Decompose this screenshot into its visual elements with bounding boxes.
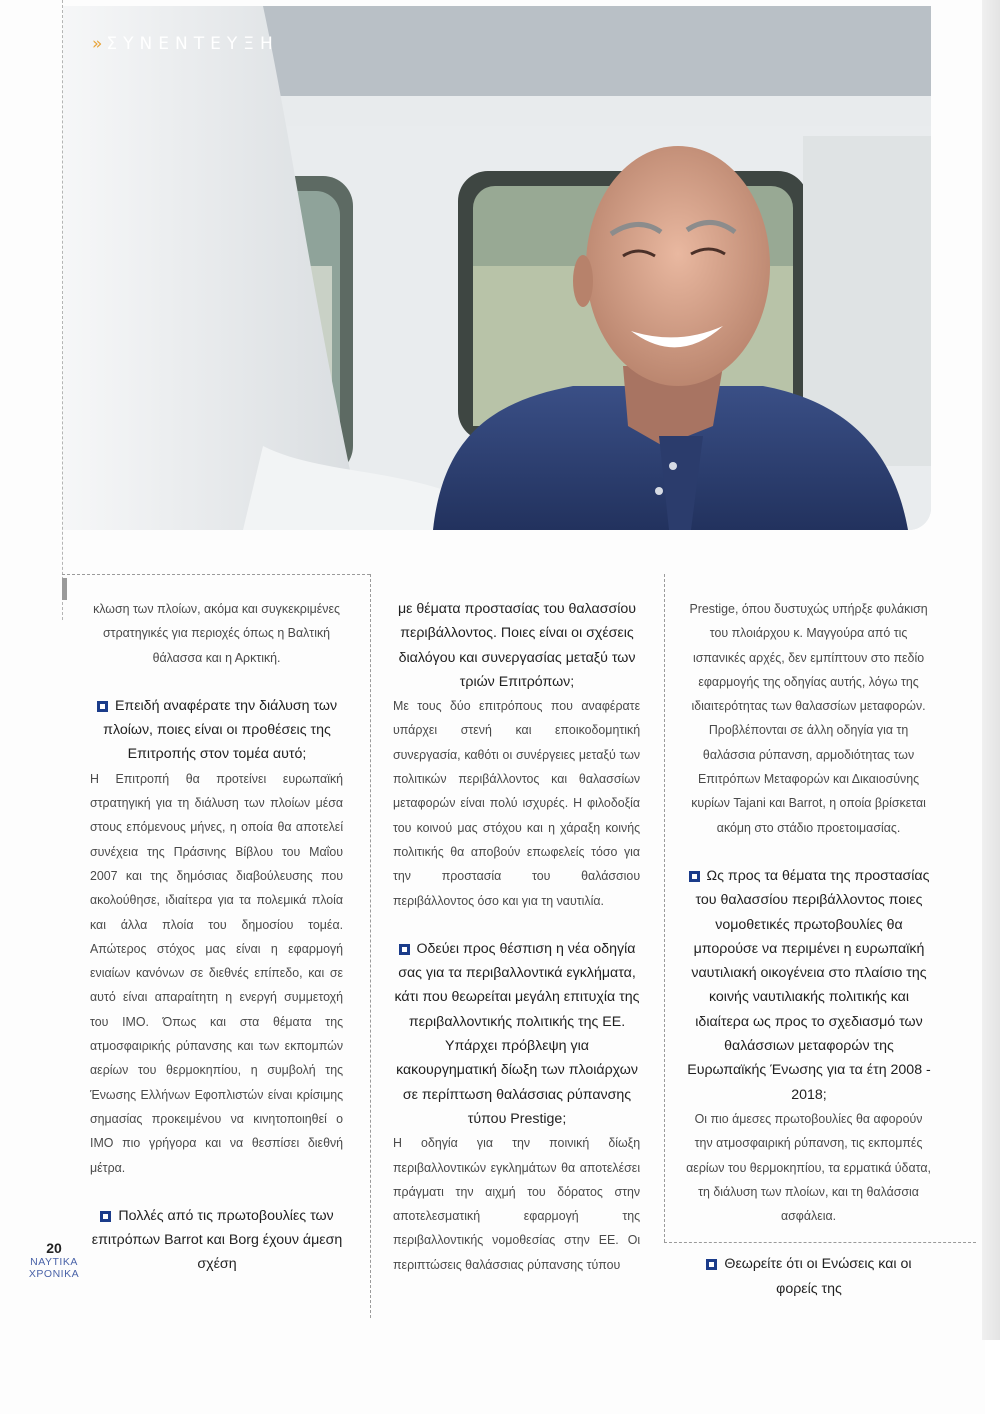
column-2 [393,597,641,1277]
frame-top-left [62,574,370,576]
question-marker-icon [706,1259,717,1270]
photo-icon [63,6,931,530]
answer-continued: Prestige, όπου δυστυχώς υπήρξε φυλάκιση του πλοιάρχου κ. Μαγγούρα από τις ισπανικές αρχές, δεν εμπίπτουν στο πεδίο εφαρμογής της οδηγίας αυτής, λόγω της ιδιαιτερότητας των θαλασσίων μεταφορών. Προβλέπονται σε άλλη οδηγία για τη θαλάσσια ρύπανση, αρμοδιότητας των Επιτρόπων Μεταφορών και Δικαιοσύνης κυρίων Tajani και Barrot, η οποία βρίσκεται ακόμη στο στάδιο προετοιμασίας. [689,601,928,835]
section-header [92,34,279,54]
answer: Η Επιτροπή θα προτείνει ευρωπαϊκή στρατηγική για τη διάλυση των πλοίων μέσα στους επόμενους μήνες, η οποία θα αποτελεί συνέχεια της Πράσινης Βίβλου του Μαΐου 2007 και της δημόσιας διαβούλευσης που ακολούθησε, ιδιαίτερα για τα πολεμικά πλοία και άλλα πλοία του δημοσίου τομέα. Απώτερος στόχος μας είναι η εφαρμογή ενιαίων κανόνων σε διεθνές επίπεδο, και σε αυτό είναι απαραίτητη η ενεργή συμμετοχή του ΙΜΟ. Όπως και στα θέματα της ατμοσφαιρικής ρύπανσης και των εκπομπών αερίων του θερμοκηπίου, η συμβολή της Ένωσης Ελλήνων Εφοπλιστών είναι κρίσιμης σημασίας προκειμένου να κινητοποιηθεί ο ΙΜΟ πιο γρήγορα και να θεσπίσει διεθνή μέτρα. [90,770,344,1175]
question-marker-icon [97,701,108,712]
page-footer [24,1240,84,1280]
question-marker-icon [100,1211,111,1222]
chevron-right-icon: » [92,34,103,54]
column-divider-2 [664,574,666,1242]
question: Οδεύει προς θέσπιση η νέα οδηγία σας για τα περιβαλλοντικά εγκλήματα, κάτι που θεωρείται μεγάλη επιτυχία της περιβαλλοντικής πολιτικής της ΕΕ. Υπάρχει πρόβλεψη για κακουργηματική δίωξη των πλοιάρχων σε περίπτωση θαλάσσιας ρύπανσης τύπου Prestige; [394,940,640,1127]
column-3 [684,597,934,1301]
magazine-name-line-2: ΧΡΟΝΙΚΑ [28,1268,80,1280]
answer: Η οδηγία για την ποινική δίωξη περιβαλλοντικών εγκλημάτων θα αποτελέσει πράγματι την αιχμή του δόρατος στην αποτελεσματική εφαρμογή της περιβαλλοντικής νομοθεσίας στην ΕΕ. Οι περιπτώσεις θαλάσσιας ρύπανσης τύπου [393,1135,641,1272]
column-divider-1 [370,574,372,1318]
question: Ως προς τα θέματα της προστασίας του θαλασσίου περιβάλλοντος ποιες νομοθετικές πρωτοβουλίες θα μπορούσε να περιμένει η ευρωπαϊκή ναυτιλιακή οικογένεια στο πλαίσιο της κοινής ναυτιλιακής πολιτικής και ιδιαίτερα ως προς το σχεδιασμό των θαλάσσιων μεταφορών της Ευρωπαϊκής Ένωσης για τα έτη 2008 - 2018; [687,867,931,1103]
question-marker-icon [399,944,410,955]
question-continued: με θέματα προστασίας του θαλασσίου περιβάλλοντος. Ποιες είναι οι σχέσεις διαλόγου και συνεργασίας μεταξύ των τριών Επιτρόπων; [397,601,637,690]
page-number: 20 [46,1240,62,1256]
question: Επειδή αναφέρατε την διάλυση των πλοίων, ποιες είναι οι προθέσεις της Επιτροπής στον τομέα αυτό; [90,694,344,767]
interview-photo [63,6,931,530]
question-marker-icon [689,871,700,882]
answer: Με τους δύο επιτρόπους που αναφέρατε υπάρχει στενή και εποικοδομητική συνεργασία, καθότι οι συνέργειες μεταξύ των πολιτικών περιβάλλοντος και θαλασσίων μεταφορών είναι πολύ ισχυρές. Η φιλοδοξία του κοινού μας στόχου και η χάραξη κοινής πολιτικής θα αποβούν επωφελείς τόσο για την προστασία του θαλάσσιου περιβάλλοντος όσο και για τη ναυτιλία. [393,698,641,908]
column-1 [90,597,344,1277]
section-title: ΣΥΝΕΝΤΕΥΞΗ [106,34,279,54]
paragraph: κλωση των πλοίων, ακόμα και συγκεκριμένες στρατηγικές για περιοχές όπως η Βαλτική θάλασσα και η Αρκτική. [93,601,340,665]
page-edge-shadow [982,0,1000,1340]
question: Πολλές από τις πρωτοβουλίες των επιτρόπων Barrot και Borg έχουν άμεση σχέση [91,1207,343,1273]
column-marker [62,578,67,600]
magazine-name-line-1: ΝΑΥΤΙΚΑ [30,1256,78,1268]
question: Θεωρείτε ότι οι Ενώσεις και οι φορείς της [684,1252,934,1301]
answer: Οι πιο άμεσες πρωτοβουλίες θα αφορούν την ατμοσφαιρική ρύπανση, τις εκπομπές αερίων του θερμοκηπίου, τα ερματικά ύδατα, τη διάλυση των πλοίων, και τη θαλάσσια ασφάλεια. [686,1110,931,1224]
